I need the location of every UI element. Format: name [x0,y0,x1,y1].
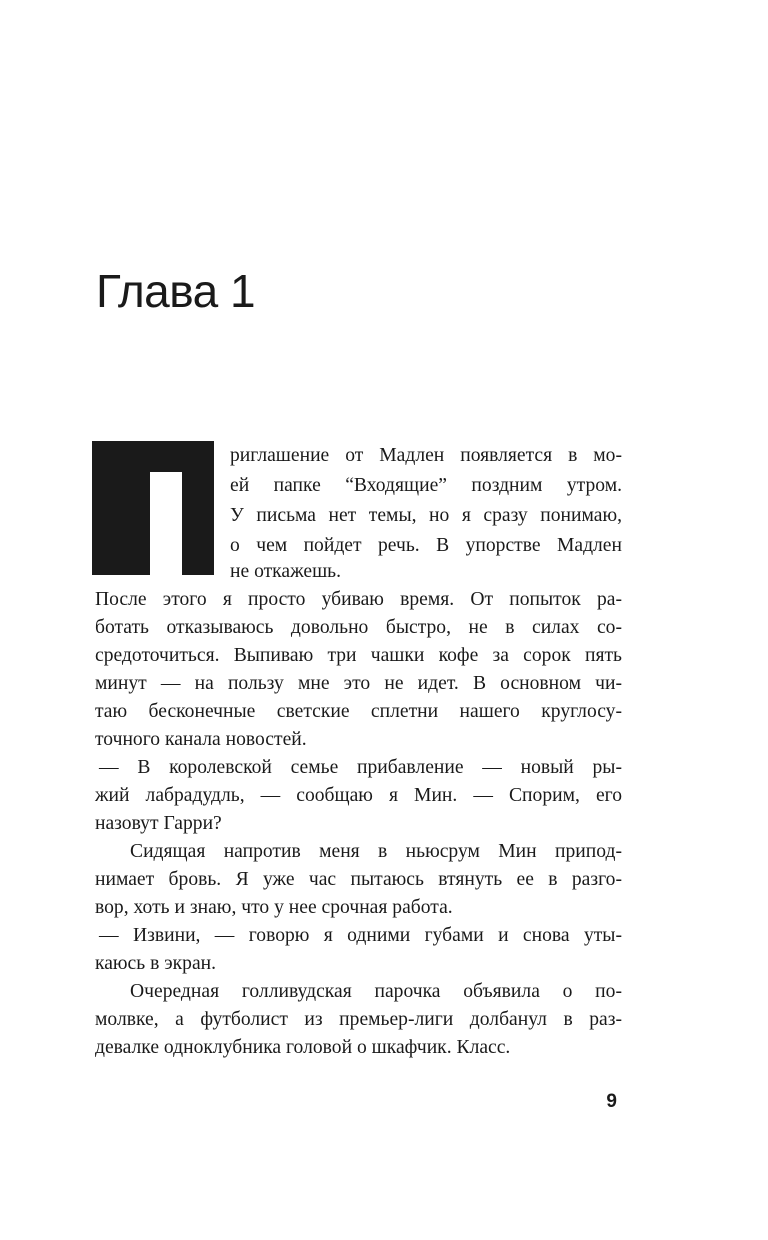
text-line: ботать отказываюсь довольно быстро, не в силах со- [95,617,622,638]
text-line: девалке одноклубника головой о шкафчик. Класс. [95,1037,511,1058]
text-line: После этого я просто убиваю время. От попыток ра- [95,589,622,610]
text-line: не откажешь. [230,561,341,582]
text-line: вор, хоть и знаю, что у нее срочная работа. [95,897,453,918]
text-line: Сидящая напротив меня в ньюсрум Мин припод- [130,841,622,862]
text-line: нимает бровь. Я уже час пытаюсь втянуть ее в разго- [95,869,622,890]
text-line: — Извини, — говорю я одними губами и снова уты- [99,925,622,946]
text-line: точного канала новостей. [95,729,307,750]
text-line: Очередная голливудская парочка объявила о по- [130,981,622,1002]
text-line: минут — на пользу мне это не идет. В основном чи- [95,673,622,694]
text-line: — В королевской семье прибавление — новый ры- [99,757,622,778]
text-line: ей папке “Входящие” поздним утром. [230,475,622,496]
text-line: У письма нет темы, но я сразу понимаю, [230,505,622,526]
chapter-title: Глава 1 [96,265,256,317]
text-line: средоточиться. Выпиваю три чашки кофе за сорок пять [95,645,622,666]
drop-cap-counter [150,472,182,575]
text-line: жий лабрадудль, — сообщаю я Мин. — Спорим, его [95,785,622,806]
page-number: 9 [606,1091,617,1112]
text-line: таю бесконечные светские сплетни нашего круглосу- [95,701,622,722]
text-line: каюсь в экран. [95,953,217,974]
text-line: назовут Гарри? [95,813,222,834]
text-line: о чем пойдет речь. В упорстве Мадлен [230,535,622,556]
text-line: молвке, а футболист из премьер-лиги долбанул в раз- [95,1009,622,1030]
text-line: риглашение от Мадлен появляется в мо- [230,445,622,466]
